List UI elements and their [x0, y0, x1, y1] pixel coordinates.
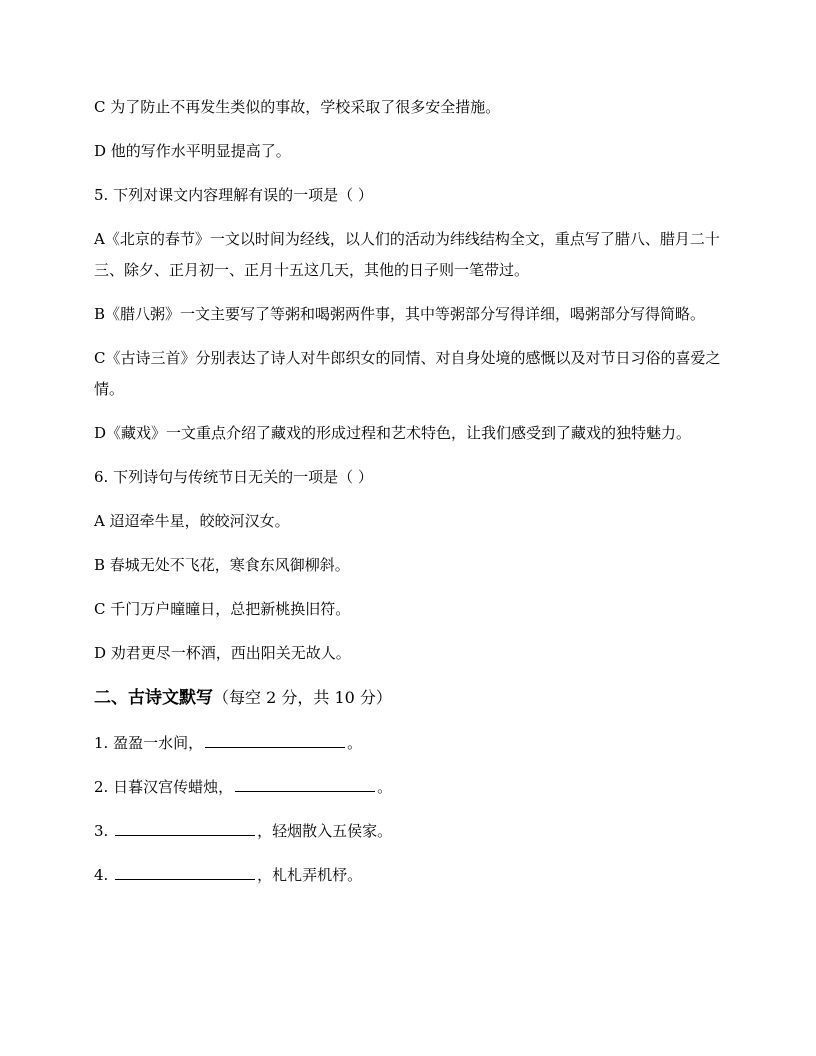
fill-3-prefix: 3.	[94, 822, 114, 840]
fill-1-prefix: 1. 盈盈一水间，	[94, 734, 204, 752]
option-4d: D 他的写作水平明显提高了。	[94, 142, 291, 160]
fill-1-blank[interactable]	[205, 733, 345, 748]
fill-2-suffix: 。	[377, 778, 393, 796]
fill-4-prefix: 4.	[94, 866, 114, 884]
document-page	[94, 92, 722, 904]
question-5: 5. 下列对课文内容理解有误的一项是（ ）	[94, 186, 373, 204]
option-6d: D 劝君更尽一杯酒，西出阳关无故人。	[94, 644, 351, 662]
fill-3-blank[interactable]	[115, 821, 255, 836]
option-6b: B 春城无处不飞花，寒食东风御柳斜。	[94, 556, 350, 574]
fill-1-suffix: 。	[347, 734, 363, 752]
option-4c: C 为了防止不再发生类似的事故，学校采取了很多安全措施。	[94, 98, 501, 116]
fill-2-blank[interactable]	[235, 777, 375, 792]
fill-question-1	[94, 728, 722, 759]
option-5a: A《北京的春节》一文以时间为经线，以人们的活动为纬线结构全文，重点写了腊八、腊月二十三、除夕、正月初一、正月十五这几天，其他的日子则一笔带过。	[94, 230, 720, 279]
option-6a: A 迢迢牵牛星，皎皎河汉女。	[94, 512, 290, 530]
option-6c: C 千门万户曈曈日，总把新桃换旧符。	[94, 600, 351, 618]
section-2-heading	[94, 682, 722, 714]
fill-question-4	[94, 860, 722, 891]
option-5c: C《古诗三首》分别表达了诗人对牛郎织女的同情、对自身处境的感慨以及对节日习俗的喜爱之情。	[94, 349, 721, 398]
option-5d: D《藏戏》一文重点介绍了藏戏的形成过程和艺术特色，让我们感受到了藏戏的独特魅力。	[94, 424, 692, 442]
section-2-score-note: （每空 2 分，共 10 分）	[213, 688, 392, 707]
fill-4-suffix: ，札札弄机杼。	[257, 866, 363, 884]
fill-2-prefix: 2. 日暮汉宫传蜡烛，	[94, 778, 234, 796]
fill-question-2	[94, 772, 722, 803]
fill-4-blank[interactable]	[115, 865, 255, 880]
section-2-title: 二、古诗文默写	[94, 688, 213, 708]
fill-3-suffix: ，轻烟散入五侯家。	[257, 822, 393, 840]
option-5b: B《腊八粥》一文主要写了等粥和喝粥两件事，其中等粥部分写得详细，喝粥部分写得简略。	[94, 305, 706, 323]
question-6: 6. 下列诗句与传统节日无关的一项是（ ）	[94, 468, 373, 486]
fill-question-3	[94, 816, 722, 847]
